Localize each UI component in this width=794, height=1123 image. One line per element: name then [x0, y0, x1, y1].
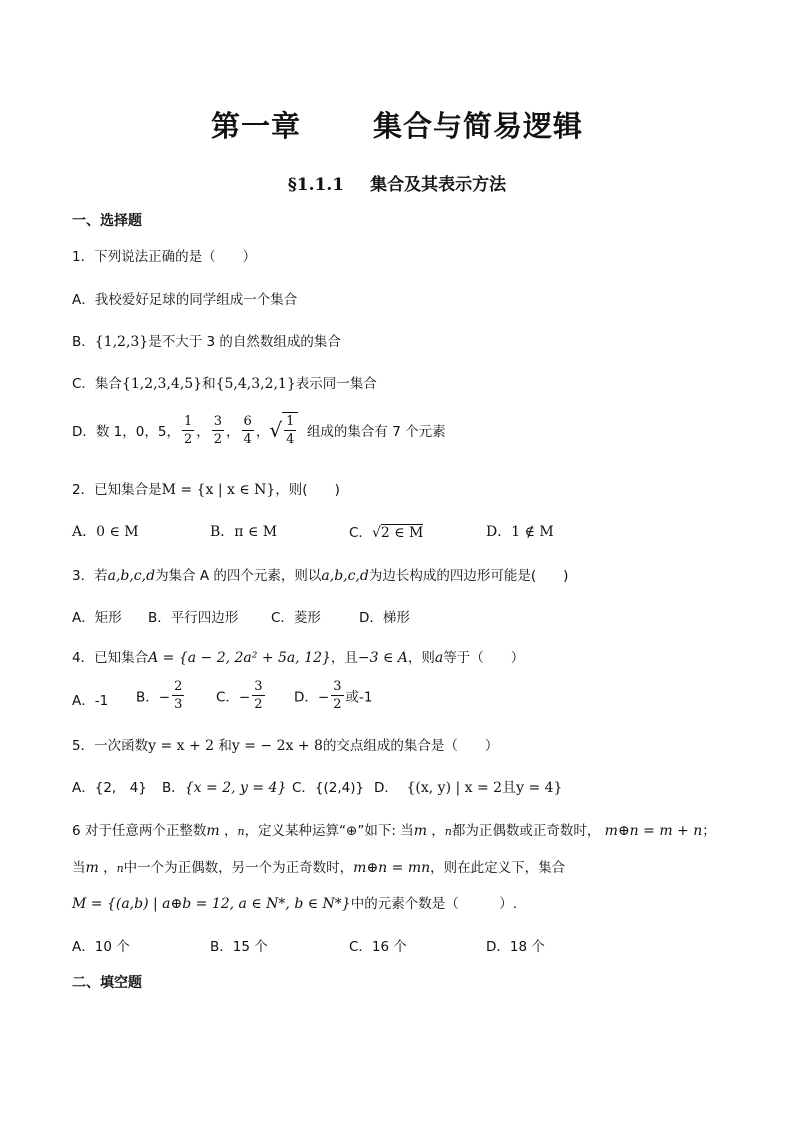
section-name: 集合及其表示方法	[370, 175, 507, 195]
q2-option-b: B．π ∈ M	[210, 524, 278, 540]
q3-option-b: B．平行四边形	[148, 610, 239, 626]
q1-b-set: {1,2,3}	[94, 334, 149, 350]
q1-d-fraction-3: $\frac{6}{4}$	[243, 413, 252, 447]
q4-option-d: D．− $\frac{3}{2}$ 或-1	[294, 679, 373, 712]
q4-stem: 4．已知集合A = {a − 2, 2a² + 5a, 12}，且−3 ∈ A，则a等于（ ）	[72, 650, 525, 666]
q5-option-a: A．{2, 4}	[72, 780, 147, 796]
q5-stem: 5．一次函数y = x + 2 和y = − 2x + 8的交点组成的集合是（ ）	[72, 738, 499, 754]
q2-options	[72, 521, 722, 541]
q6-line-1: 6 对于任意两个正整数m ，n，定义某种运算“⊕”如下: 当m ，n都为正偶数或正奇数时， m⊕n = m + n；	[72, 823, 716, 839]
q4-option-b: B．− $\frac{2}{3}$	[136, 679, 183, 712]
q1-d-sqrt-fraction: √ $\frac{1}{4}$	[269, 412, 298, 448]
q2-set-math: M = {x | x ∈ N}	[161, 482, 276, 498]
q1-c-set2: {5,4,3,2,1}	[215, 376, 296, 392]
section-number: §1.1.1	[287, 175, 345, 195]
q1-option-c: C．集合{1,2,3,4,5}和{5,4,3,2,1}表示同一集合	[72, 376, 377, 392]
section-heading-choice: 一、选择题	[72, 213, 142, 229]
q1-d-fraction-2: $\frac{3}{2}$	[213, 413, 223, 447]
q6-option-b: B．15 个	[210, 939, 268, 955]
q5-option-c: C．{(2,4)}	[292, 780, 365, 796]
chapter-name: 集合与简易逻辑	[373, 109, 584, 143]
q1-c-set1: {1,2,3,4,5}	[121, 376, 203, 392]
q3-option-a: A．矩形	[72, 610, 122, 626]
q3-options	[72, 606, 492, 626]
q4-set-math: A = {a − 2, 2a² + 5a, 12}	[148, 650, 331, 666]
q1-d-fraction-1: $\frac{1}{2}$	[183, 413, 193, 447]
q4-options	[72, 678, 492, 722]
q5-options	[72, 776, 572, 796]
q3-option-d: D．梯形	[359, 610, 410, 626]
chapter-number: 第一章	[210, 109, 301, 143]
q1-option-a: A．我校爱好足球的同学组成一个集合	[72, 292, 298, 308]
q6-option-c: C．16 个	[349, 939, 407, 955]
q4-option-c: C．− $\frac{3}{2}$	[216, 679, 263, 712]
q3-option-c: C．菱形	[271, 610, 321, 626]
q1-stem: 1．下列说法正确的是（ ）	[72, 249, 257, 265]
q1-option-d: D．数 1，0，5， $\frac{1}{2}$ ， $\frac{3}{2}$ ， $\frac{6}{4}$ ，√ $\frac{1}{4}$ 组成的集合有 7 个元素	[72, 413, 446, 447]
q5-option-b: B．{x = 2, y = 4}	[162, 780, 287, 796]
q3-stem: 3．若a,b,c,d为集合 A 的四个元素，则以a,b,c,d为边长构成的四边形可能是( )	[72, 568, 569, 584]
q4-option-a: A．-1	[72, 693, 109, 709]
section-heading-fill: 二、填空题	[72, 975, 142, 991]
q2-option-d: D．1 ∉ M	[486, 524, 554, 540]
q2-stem: 2．已知集合是M = {x | x ∈ N}，则( )	[72, 482, 340, 498]
q6-line-2: 当m ，n中一个为正偶数，另一个为正奇数时，m⊕n = mn，则在此定义下，集合	[72, 860, 566, 876]
q6-set-math: M = {(a,b) | a⊕b = 12, a ∈ N*, b ∈ N*}	[72, 896, 351, 912]
chapter-title	[0, 104, 794, 145]
q6-option-d: D．18 个	[486, 939, 545, 955]
q5-option-d: D． {(x, y) | x = 2且y = 4}	[374, 780, 563, 796]
q2-option-c: C．√2 ∈ M	[349, 525, 424, 541]
q6-option-a: A．10 个	[72, 939, 130, 955]
q6-line-3: M = {(a,b) | a⊕b = 12, a ∈ N*, b ∈ N*}中的元素个数是（ ）.	[72, 896, 517, 912]
q1-option-b: B．{1,2,3}是不大于 3 的自然数组成的集合	[72, 334, 341, 350]
section-title	[0, 170, 794, 195]
q6-options	[72, 935, 722, 955]
q2-option-a: A．0 ∈ M	[72, 524, 139, 540]
